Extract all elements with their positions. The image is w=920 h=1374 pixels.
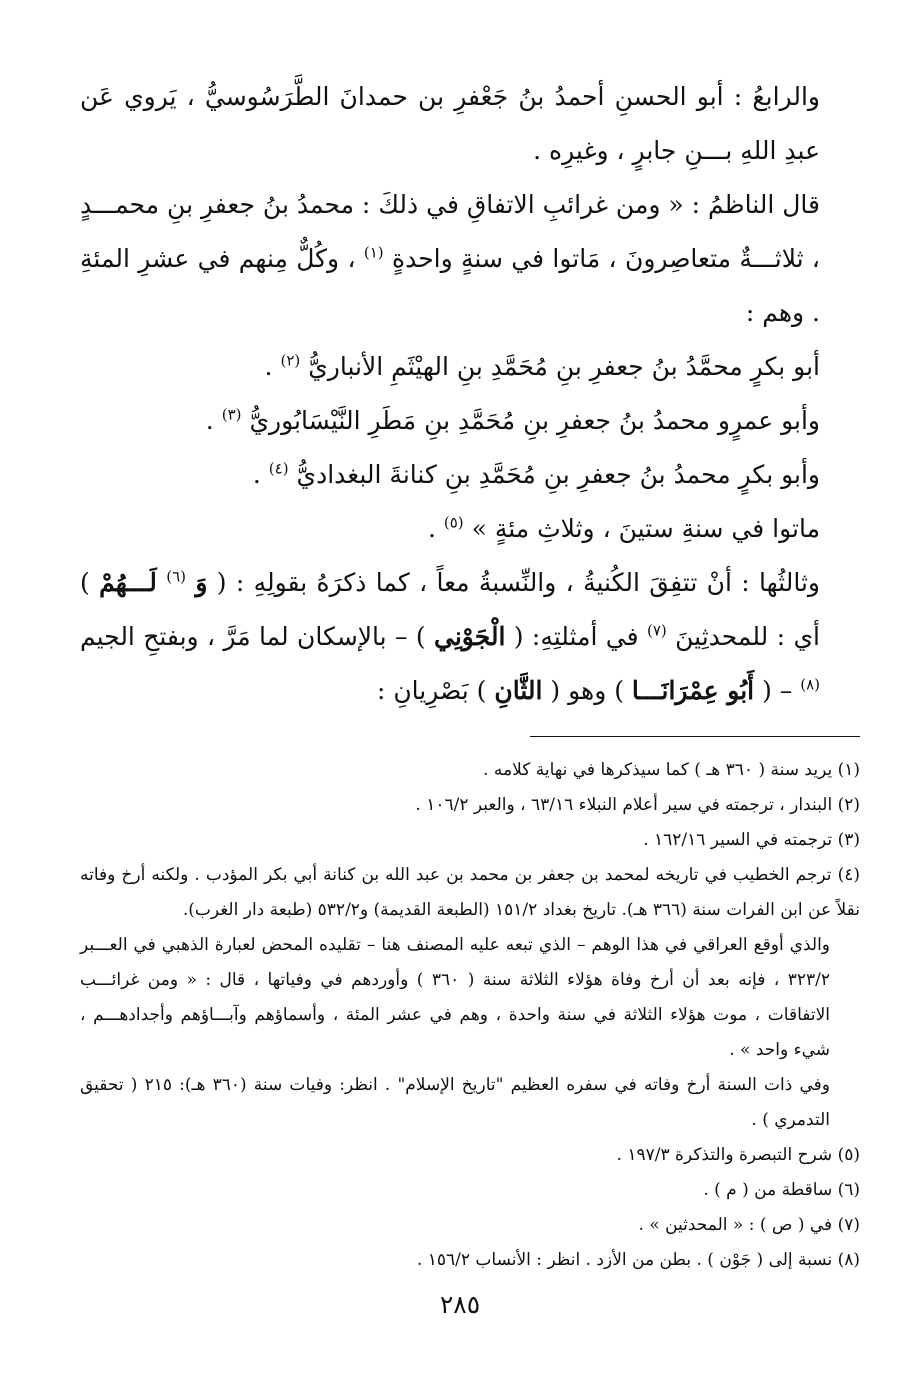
names-line-4-end: . bbox=[427, 514, 436, 543]
names-line-2 bbox=[80, 394, 860, 448]
names-line-1-end: . bbox=[264, 352, 273, 381]
footnote-ref-4[interactable]: (٤) bbox=[268, 459, 289, 478]
footnote-2: (٢) البندار ، ترجمته في سير أعلام النبلاء ٦٣/١٦ ، والعبر ١٠٦/٢ . bbox=[415, 795, 860, 815]
paragraph-third-text-a: وثالثُها : أنْ تتفِقَ الكُنيةُ ، والنِّسبةُ معاً ، كما ذكرَهُ بقولِهِ : ( bbox=[216, 568, 820, 597]
footnote-5: (٥) شرح التبصرة والتذكرة ١٩٧/٣ . bbox=[616, 1145, 860, 1165]
names-line-3 bbox=[80, 448, 860, 502]
footnote-7: (٧) في ( ص ) : « المحدثين » . bbox=[638, 1215, 860, 1235]
footnote-4-continued-b: وفي ذات السنة أرخ وفاته في سفره العظيم "تاريخ الإسلام" . انظر: وفيات سنة (٣٦٠ هـ): ٢١٥ ( تحقيق التدمري ) . bbox=[80, 1075, 830, 1130]
verse-word-wa: وَ bbox=[195, 568, 208, 597]
paragraph-nazim-text-a: قال الناظمُ : « ومن غرائبِ الاتفاقِ في ذلكَ : محمدُ بنُ جعفرِ بنِ محمـــدٍ ، ثلاثـــةٌ متعاصِرونَ ، مَاتوا في سنةٍ واحدةٍ bbox=[80, 190, 820, 273]
footnote-ref-3[interactable]: (٣) bbox=[221, 405, 242, 424]
names-line-1-text: أبو بكرٍ محمَّدُ بنُ جعفرِ بنِ مُحَمَّدِ بنِ الهيْثَمِ الأنباريُّ bbox=[308, 352, 820, 381]
verse-word-abu-imran: أَبُو عِمْرَانَـــا bbox=[631, 676, 755, 705]
footnote-ref-1[interactable]: (١) bbox=[363, 243, 384, 262]
verse-word-althani: الثَّانِ bbox=[494, 676, 543, 705]
page-number: ٢٨٥ bbox=[439, 1290, 481, 1319]
footnote-4-continued-a: والذي أوقع العراقي في هذا الوهم – الذي تبعه عليه المصنف هنا – تقليده المحض لعبارة الذهبي في العـــبر ٣٢٣/٢ ، فإنه بعد أن أرخ وفاة هؤلاء الثلاثة سنة ( ٣٦٠ ) وأوردهم في وفياتها ، قال : « ومن غرائـــب الاتفاقات ، موت هؤلاء الثلاثة في سنة واحدة ، وهم في عشر المئة ، وأسماؤهم وآبـــاؤهم وأجدادهـــم ، شيء واحد » . bbox=[80, 935, 830, 1060]
page-content bbox=[80, 70, 860, 1278]
paragraph-third-text-b: ) أي : للمحدثِينَ bbox=[80, 568, 820, 651]
names-list bbox=[80, 340, 860, 556]
footnote-ref-2[interactable]: (٢) bbox=[280, 351, 301, 370]
footnote-ref-8[interactable]: (٨) bbox=[800, 675, 820, 694]
names-line-4 bbox=[80, 502, 860, 556]
footnotes bbox=[80, 753, 860, 1278]
paragraph-third-text-g: ) بَصْرِيانِ : bbox=[376, 676, 487, 705]
paragraph-fourth-text: والرابعُ : أبو الحسنِ أحمدُ بنُ جَعْفرِ بن حمدانَ الطَّرَسُوسيُّ ، يَروي عَن عبدِ اللهِ بـــنِ جابرٍ ، وغيرِه . bbox=[80, 82, 820, 165]
names-line-3-end: . bbox=[252, 460, 261, 489]
footnote-1: (١) يريد سنة ( ٣٦٠ هـ ) كما سيذكرها في نهاية كلامه . bbox=[483, 760, 860, 780]
verse-word-aljawni: الْجَوْنِي bbox=[433, 622, 506, 651]
footnote-6: (٦) ساقطة من ( م ) . bbox=[703, 1180, 860, 1200]
paragraph-third bbox=[80, 556, 860, 718]
paragraph-third-text-f: ) وهو ( bbox=[550, 676, 624, 705]
names-line-2-text: وأبو عمرٍو محمدُ بنُ جعفرِ بنِ مُحَمَّدِ بنِ مَطَرِ النَّيْسَابُوريُّ bbox=[249, 406, 820, 435]
footnote-ref-7[interactable]: (٧) bbox=[646, 621, 667, 640]
footnote-separator bbox=[530, 736, 860, 737]
paragraph-fourth bbox=[80, 70, 860, 178]
names-line-1 bbox=[80, 340, 860, 394]
paragraph-nazim bbox=[80, 178, 860, 340]
footnote-3: (٣) ترجمته في السير ١٦٢/١٦ . bbox=[643, 830, 860, 850]
paragraph-third-text-d: ) – بالإسكان لما مَرَّ ، وبفتحِ الجيم bbox=[80, 622, 426, 651]
footnote-8: (٨) نسبة إلى ( جَوْن ) . بطن من الأزد . انظر : الأنساب ١٥٦/٢ . bbox=[416, 1250, 860, 1270]
footnote-4: (٤) ترجم الخطيب في تاريخه لمحمد بن جعفر بن محمد بن عبد الله بن كنانة أبي بكر المؤدب . ولكنه أرخ وفاته نقلاً عن ابن الفرات سنة (٣٦٦ هـ). تاريخ بغداد ١٥١/٢ (الطبعة القديمة) و٥٣٢/٢ (طبعة دار الغرب). bbox=[80, 865, 860, 920]
footnote-ref-5[interactable]: (٥) bbox=[443, 513, 464, 532]
verse-word-lahum: لَـــهُمْ bbox=[99, 568, 157, 597]
paragraph-third-text-e: – ( bbox=[762, 676, 793, 705]
footnote-ref-6[interactable]: (٦) bbox=[166, 567, 186, 586]
paragraph-third-text-c: في أمثلتِهِ: ( bbox=[513, 622, 639, 651]
names-line-4-text: ماتوا في سنةِ ستينَ ، وثلاثِ مئةٍ » bbox=[471, 514, 820, 543]
paragraph-nazim-text-b: ، وكُلٌّ مِنهم في عشرِ المئةِ . وهم : bbox=[80, 244, 820, 327]
names-line-2-end: . bbox=[205, 406, 214, 435]
names-line-3-text: وأبو بكرٍ محمدُ بنُ جعفرِ بنِ مُحَمَّدِ بنِ كنانةَ البغداديُّ bbox=[296, 460, 820, 489]
